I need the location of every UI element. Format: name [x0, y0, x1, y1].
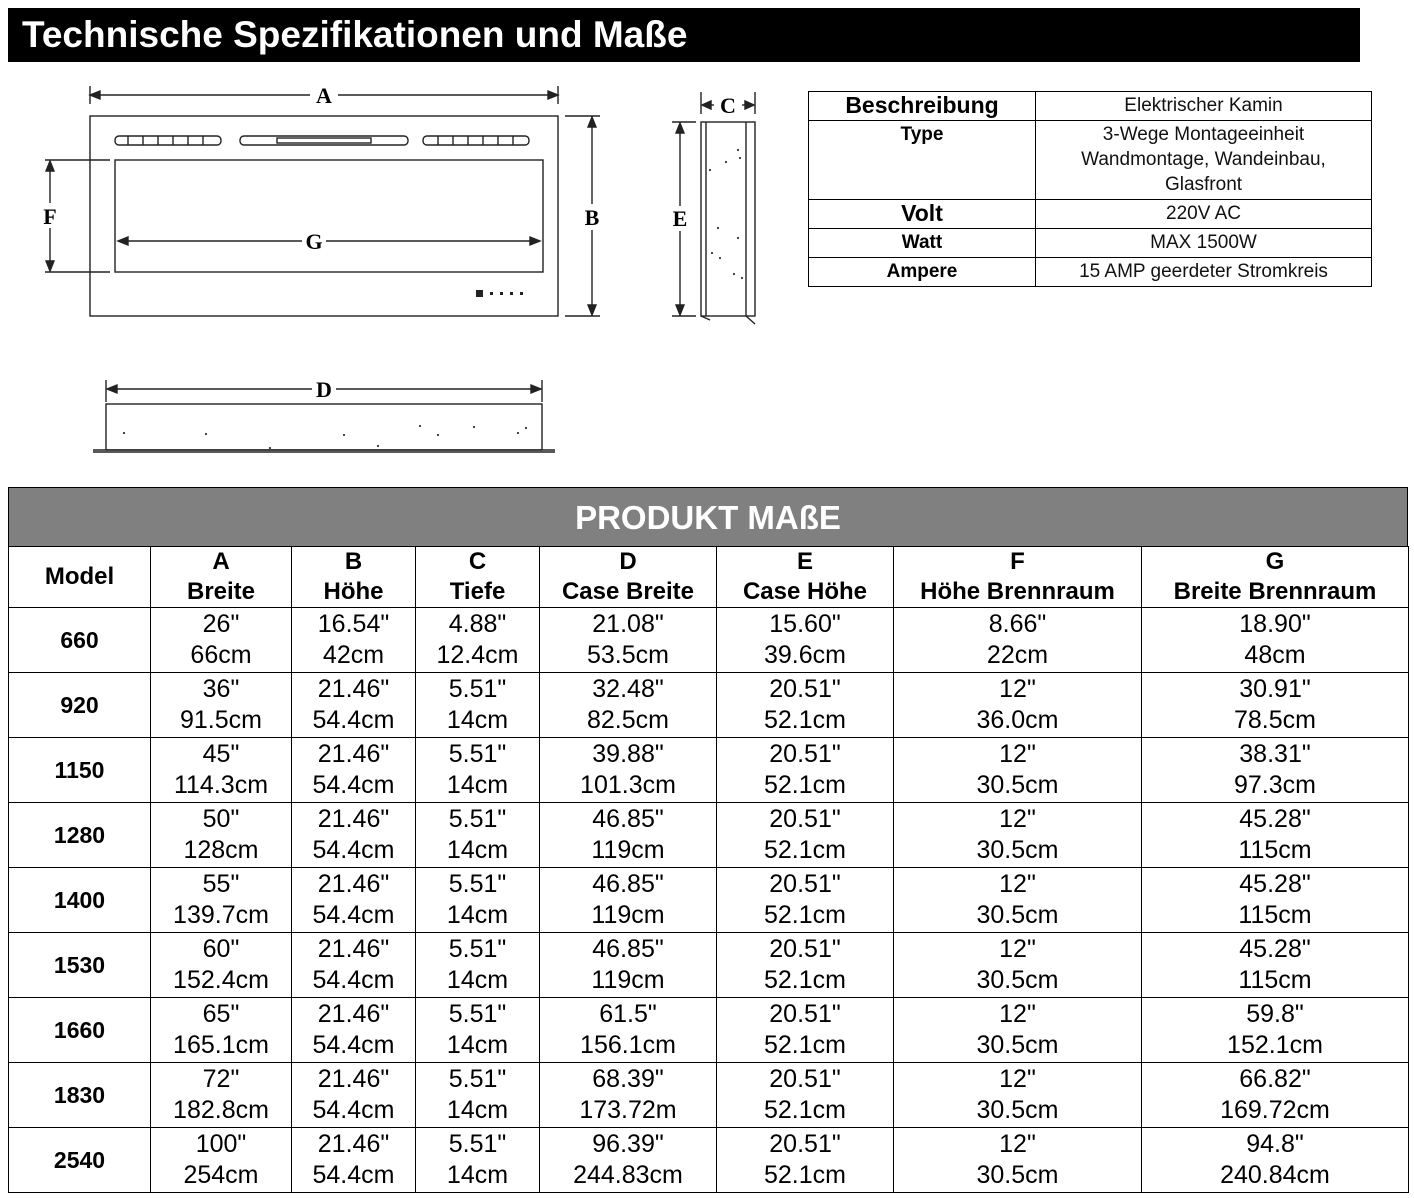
value-cm: 52.1cm	[764, 706, 846, 734]
value-cm: 115cm	[1238, 836, 1312, 864]
product-dimensions-section	[8, 487, 1408, 1193]
value-cm: 78.5cm	[1234, 706, 1316, 734]
dimension-cell	[894, 998, 1142, 1063]
column-header	[151, 547, 292, 608]
column-label: Breite Brennraum	[1173, 578, 1377, 605]
value-inch: 12"	[999, 935, 1036, 963]
spec-key: Watt	[809, 229, 1036, 258]
value-cm: 128cm	[183, 836, 259, 864]
value-inch: 12"	[999, 675, 1036, 703]
value-cm: 30.5cm	[976, 1096, 1059, 1124]
spec-row	[809, 258, 1372, 287]
table-row	[9, 673, 1409, 738]
value-cm: 119cm	[591, 901, 665, 929]
model-cell: 1660	[9, 998, 151, 1063]
spec-row	[809, 121, 1372, 200]
dimension-cell	[717, 673, 894, 738]
product-dimensions-table	[8, 546, 1409, 1193]
dimension-cell	[416, 673, 540, 738]
value-inch: 12"	[999, 1065, 1036, 1093]
value-inch: 59.8"	[1246, 1000, 1304, 1028]
value-cm: 14cm	[446, 901, 509, 929]
value-inch: 100"	[195, 1130, 247, 1158]
dimension-cell	[416, 933, 540, 998]
model-cell: 920	[9, 673, 151, 738]
value-cm: 14cm	[446, 1031, 509, 1059]
spec-table	[808, 91, 1372, 287]
dimension-cell	[416, 868, 540, 933]
value-inch: 15.60"	[769, 610, 841, 638]
value-cm: 173.72m	[579, 1096, 677, 1124]
table-row	[9, 868, 1409, 933]
spec-value-line: Glasfront	[1164, 174, 1243, 195]
dim-label-a: A	[316, 83, 332, 108]
value-inch: 45"	[202, 740, 240, 768]
column-label: Model	[44, 563, 115, 590]
value-inch: 39.88"	[592, 740, 664, 768]
column-letter: C	[468, 548, 487, 575]
dimension-cell	[151, 673, 292, 738]
value-cm: 91.5cm	[180, 706, 262, 734]
model-cell: 1280	[9, 803, 151, 868]
dimension-cell	[717, 998, 894, 1063]
value-inch: 61.5"	[599, 1000, 657, 1028]
dimension-cell	[894, 1128, 1142, 1193]
dim-label-d: D	[316, 377, 332, 402]
dimension-cell	[416, 1128, 540, 1193]
table-row	[9, 1063, 1409, 1128]
dimension-cell	[894, 738, 1142, 803]
value-cm: 52.1cm	[764, 966, 846, 994]
value-cm: 139.7cm	[173, 901, 269, 929]
value-inch: 72"	[202, 1065, 240, 1093]
dimension-cell	[416, 998, 540, 1063]
value-inch: 65"	[202, 1000, 240, 1028]
dimension-cell	[292, 738, 416, 803]
dimension-cell	[894, 1063, 1142, 1128]
value-inch: 5.51"	[448, 805, 507, 833]
dimension-cell	[540, 1063, 717, 1128]
value-cm: 97.3cm	[1234, 771, 1316, 799]
value-cm: 52.1cm	[764, 1161, 846, 1189]
value-inch: 5.51"	[448, 935, 507, 963]
value-inch: 20.51"	[769, 870, 841, 898]
value-inch: 12"	[999, 740, 1036, 768]
dimension-cell	[1142, 868, 1409, 933]
spec-value-line: 15 AMP geerdeter Stromkreis	[1079, 261, 1328, 282]
dimension-cell	[894, 608, 1142, 673]
spec-row	[809, 200, 1372, 229]
column-letter: A	[212, 548, 230, 575]
table-row	[9, 933, 1409, 998]
dimension-cell	[717, 933, 894, 998]
dimension-cell	[1142, 673, 1409, 738]
dim-label-g: G	[305, 229, 323, 254]
value-cm: 169.72cm	[1220, 1096, 1330, 1124]
value-inch: 21.46"	[317, 1065, 390, 1093]
dimension-cell	[717, 803, 894, 868]
dimension-cell	[151, 608, 292, 673]
column-letter: F	[1010, 548, 1025, 575]
dimension-cell	[540, 1128, 717, 1193]
value-inch: 5.51"	[448, 1065, 507, 1093]
value-inch: 21.46"	[317, 870, 390, 898]
table-row	[9, 803, 1409, 868]
dimension-cell	[151, 738, 292, 803]
column-label: Höhe	[323, 578, 384, 605]
value-inch: 12"	[999, 805, 1036, 833]
value-cm: 240.84cm	[1220, 1161, 1330, 1189]
value-cm: 115cm	[1238, 966, 1312, 994]
value-inch: 20.51"	[769, 1065, 841, 1093]
side-view-diagram	[660, 88, 770, 328]
value-cm: 53.5cm	[587, 641, 669, 669]
value-inch: 20.51"	[769, 740, 841, 768]
dim-label-b: B	[584, 205, 600, 230]
dimension-cell	[540, 673, 717, 738]
value-cm: 152.4cm	[173, 966, 269, 994]
spec-value	[1036, 92, 1372, 121]
value-cm: 101.3cm	[580, 771, 676, 799]
value-cm: 30.5cm	[976, 771, 1059, 799]
value-cm: 14cm	[446, 836, 509, 864]
value-inch: 21.46"	[317, 740, 390, 768]
value-inch: 46.85"	[592, 870, 664, 898]
value-inch: 45.28"	[1239, 935, 1311, 963]
column-label: Case Höhe	[742, 578, 868, 605]
dimension-cell	[540, 933, 717, 998]
table-row	[9, 998, 1409, 1063]
dimension-cell	[894, 933, 1142, 998]
dimension-cell	[1142, 738, 1409, 803]
value-cm: 36.0cm	[976, 706, 1059, 734]
model-cell: 2540	[9, 1128, 151, 1193]
dimension-cell	[540, 803, 717, 868]
column-letter: E	[796, 548, 813, 575]
value-cm: 42cm	[322, 641, 385, 669]
value-inch: 20.51"	[769, 1130, 841, 1158]
value-cm: 114.3cm	[173, 771, 269, 799]
spec-key: Beschreibung	[809, 92, 1036, 121]
spec-value	[1036, 258, 1372, 287]
spec-value-line: MAX 1500W	[1150, 232, 1257, 253]
table-row	[9, 738, 1409, 803]
value-cm: 52.1cm	[764, 901, 846, 929]
dimension-cell	[292, 1063, 416, 1128]
column-label: Breite	[186, 578, 256, 605]
value-inch: 21.46"	[317, 675, 390, 703]
value-inch: 66.82"	[1239, 1065, 1311, 1093]
dimension-cell	[151, 868, 292, 933]
value-inch: 5.51"	[448, 740, 507, 768]
value-cm: 52.1cm	[764, 1031, 846, 1059]
column-label: Case Breite	[561, 578, 695, 605]
value-cm: 54.4cm	[312, 1161, 395, 1189]
value-cm: 54.4cm	[312, 1096, 395, 1124]
value-cm: 14cm	[446, 1161, 509, 1189]
value-cm: 54.4cm	[312, 966, 395, 994]
page-title: Technische Spezifikationen und Maße	[8, 8, 1360, 62]
spec-value-line: Elektrischer Kamin	[1124, 95, 1283, 116]
value-inch: 32.48"	[592, 675, 664, 703]
value-inch: 5.51"	[448, 675, 507, 703]
model-cell: 660	[9, 608, 151, 673]
value-cm: 119cm	[591, 836, 665, 864]
value-cm: 66cm	[190, 641, 252, 669]
column-header	[416, 547, 540, 608]
spec-key: Type	[809, 121, 1036, 200]
value-cm: 182.8cm	[173, 1096, 269, 1124]
value-cm: 115cm	[1238, 901, 1312, 929]
value-cm: 30.5cm	[976, 1031, 1059, 1059]
value-inch: 5.51"	[448, 1130, 507, 1158]
dimension-cell	[1142, 1063, 1409, 1128]
dimension-cell	[292, 868, 416, 933]
spec-row	[809, 92, 1372, 121]
column-letter: G	[1265, 548, 1285, 575]
value-cm: 30.5cm	[976, 966, 1059, 994]
dimension-cell	[292, 998, 416, 1063]
value-inch: 30.91"	[1239, 675, 1311, 703]
product-table-title: PRODUKT MAßE	[8, 487, 1408, 546]
value-cm: 30.5cm	[976, 1161, 1059, 1189]
value-inch: 8.66"	[988, 610, 1047, 638]
column-label: Höhe Brennraum	[920, 578, 1115, 605]
column-header	[1142, 547, 1409, 608]
value-inch: 12"	[999, 1000, 1036, 1028]
dimension-cell	[292, 1128, 416, 1193]
value-cm: 52.1cm	[764, 771, 846, 799]
value-inch: 20.51"	[769, 675, 841, 703]
dimension-cell	[151, 1128, 292, 1193]
value-inch: 5.51"	[448, 870, 507, 898]
dimension-cell	[540, 998, 717, 1063]
value-cm: 254cm	[183, 1161, 259, 1189]
spec-key: Volt	[809, 200, 1036, 229]
model-cell: 1400	[9, 868, 151, 933]
value-inch: 18.90"	[1239, 610, 1311, 638]
dimension-cell	[416, 1063, 540, 1128]
value-inch: 21.46"	[317, 1130, 390, 1158]
value-cm: 54.4cm	[312, 706, 395, 734]
dimension-cell	[292, 803, 416, 868]
spec-value	[1036, 229, 1372, 258]
dimension-cell	[292, 933, 416, 998]
dimension-cell	[717, 738, 894, 803]
value-inch: 46.85"	[592, 935, 664, 963]
value-inch: 21.46"	[317, 1000, 390, 1028]
value-inch: 20.51"	[769, 1000, 841, 1028]
value-cm: 30.5cm	[976, 901, 1059, 929]
value-inch: 12"	[999, 870, 1036, 898]
spec-key: Ampere	[809, 258, 1036, 287]
dimension-cell	[151, 1063, 292, 1128]
dimension-cell	[416, 608, 540, 673]
value-inch: 26"	[202, 610, 240, 638]
value-cm: 14cm	[446, 771, 509, 799]
value-cm: 152.1cm	[1227, 1031, 1323, 1059]
value-inch: 21.46"	[317, 935, 390, 963]
spec-value-line: Wandmontage, Wandeinbau,	[1081, 149, 1326, 170]
value-cm: 14cm	[446, 1096, 509, 1124]
column-header	[894, 547, 1142, 608]
value-inch: 20.51"	[769, 805, 841, 833]
value-inch: 16.54"	[317, 610, 390, 638]
value-inch: 96.39"	[592, 1130, 664, 1158]
value-cm: 14cm	[446, 966, 509, 994]
value-cm: 52.1cm	[764, 836, 846, 864]
model-cell: 1530	[9, 933, 151, 998]
model-cell: 1830	[9, 1063, 151, 1128]
spec-value-line: 3-Wege Montageeinheit	[1102, 124, 1305, 145]
value-inch: 94.8"	[1246, 1130, 1304, 1158]
value-cm: 119cm	[591, 966, 665, 994]
value-cm: 52.1cm	[764, 1096, 846, 1124]
value-cm: 54.4cm	[312, 771, 395, 799]
value-cm: 156.1cm	[580, 1031, 676, 1059]
value-inch: 45.28"	[1239, 805, 1311, 833]
dimension-cell	[151, 998, 292, 1063]
value-inch: 45.28"	[1239, 870, 1311, 898]
spec-row	[809, 229, 1372, 258]
dimension-cell	[151, 933, 292, 998]
dimension-cell	[894, 868, 1142, 933]
value-cm: 244.83cm	[573, 1161, 683, 1189]
value-cm: 165.1cm	[173, 1031, 269, 1059]
top-view-diagram	[90, 372, 570, 462]
value-inch: 60"	[202, 935, 240, 963]
dimension-cell	[717, 868, 894, 933]
dim-label-c: C	[720, 93, 736, 118]
dimension-cell	[292, 608, 416, 673]
column-header	[717, 547, 894, 608]
column-letter: B	[344, 548, 363, 575]
dimension-cell	[416, 738, 540, 803]
dimension-cell	[151, 803, 292, 868]
dimension-cell	[894, 673, 1142, 738]
model-cell: 1150	[9, 738, 151, 803]
value-cm: 54.4cm	[312, 1031, 395, 1059]
value-cm: 54.4cm	[312, 901, 395, 929]
value-cm: 30.5cm	[976, 836, 1059, 864]
dim-label-e: E	[672, 206, 688, 231]
dimension-cell	[540, 868, 717, 933]
spec-value	[1036, 200, 1372, 229]
column-header	[9, 547, 151, 608]
column-letter: D	[619, 548, 637, 575]
dimension-cell	[1142, 608, 1409, 673]
value-cm: 22cm	[986, 641, 1049, 669]
dimension-cell	[540, 738, 717, 803]
value-inch: 21.46"	[317, 805, 390, 833]
table-row	[9, 608, 1409, 673]
value-inch: 20.51"	[769, 935, 841, 963]
value-inch: 5.51"	[448, 1000, 507, 1028]
dimension-cell	[1142, 1128, 1409, 1193]
dimension-cell	[416, 803, 540, 868]
front-view-diagram	[40, 78, 610, 328]
value-cm: 12.4cm	[436, 641, 519, 669]
column-header	[292, 547, 416, 608]
dimension-cell	[292, 673, 416, 738]
dimension-cell	[894, 803, 1142, 868]
value-inch: 12"	[999, 1130, 1036, 1158]
spec-value	[1036, 121, 1372, 200]
value-inch: 36"	[202, 675, 240, 703]
table-row	[9, 1128, 1409, 1193]
value-cm: 48cm	[1244, 641, 1306, 669]
value-inch: 50"	[202, 805, 240, 833]
dimension-cell	[717, 608, 894, 673]
value-cm: 82.5cm	[587, 706, 669, 734]
value-inch: 46.85"	[592, 805, 664, 833]
spec-value-line: 220V AC	[1166, 203, 1241, 224]
value-inch: 55"	[202, 870, 240, 898]
column-header	[540, 547, 717, 608]
dimension-cell	[717, 1063, 894, 1128]
value-inch: 4.88"	[448, 610, 507, 638]
dimension-cell	[1142, 803, 1409, 868]
value-cm: 39.6cm	[764, 641, 846, 669]
value-cm: 54.4cm	[312, 836, 395, 864]
dimension-cell	[540, 608, 717, 673]
dimension-cell	[717, 1128, 894, 1193]
dimension-cell	[1142, 998, 1409, 1063]
value-inch: 38.31"	[1239, 740, 1311, 768]
value-inch: 21.08"	[592, 610, 664, 638]
dim-label-f: F	[43, 204, 57, 229]
dimension-cell	[1142, 933, 1409, 998]
value-cm: 14cm	[446, 706, 509, 734]
value-inch: 68.39"	[592, 1065, 664, 1093]
column-label: Tiefe	[449, 578, 506, 605]
